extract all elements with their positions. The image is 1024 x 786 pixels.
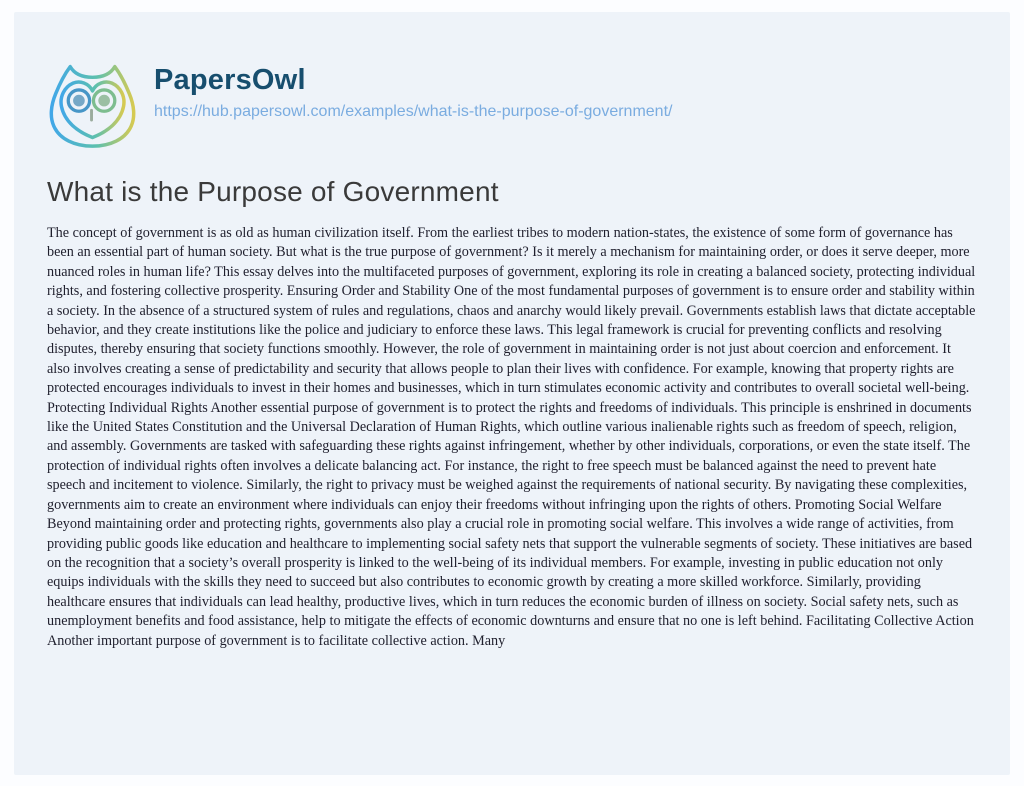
owl-icon [44, 55, 141, 152]
source-url-link[interactable]: https://hub.papersowl.com/examples/what-is-the-purpose-of-government/ [154, 103, 673, 120]
papersowl-logo [44, 55, 141, 152]
page-title: What is the Purpose of Government [47, 176, 499, 207]
document-header [14, 12, 1010, 152]
brand-name: PapersOwl [154, 64, 306, 96]
header-text-block [154, 55, 672, 122]
essay-body-text: The concept of government is as old as human civilization itself. From the earliest tribes to modern nation-states, the existence of some form of governance has been an essential part of human society. But what is the true purpose of government? Is it merely a mechanism for maintaining order, or does it serve deeper, more nuanced roles in human life? This essay delves into the multifaceted purposes of government, exploring its role in creating a balanced society, protecting individual rights, and fostering collective prosperity. Ensuring Order and Stability One of the most fundamental purposes of government is to ensure order and stability within a society. In the absence of a structured system of rules and regulations, chaos and anarchy would likely prevail. Governments establish laws that dictate acceptable behavior, and they create institutions like the police and judiciary to enforce these laws. This legal framework is crucial for preventing conflicts and resolving disputes, thereby ensuring that society functions smoothly. However, the role of government in maintaining order is not just about coercion and enforcement. It also involves creating a sense of predictability and security that allows people to plan their lives with confidence. For example, knowing that property rights are protected encourages individuals to invest in their homes and businesses, which in turn stimulates economic activity and contributes to overall societal well-being. Protecting Individual Rights Another essential purpose of government is to protect the rights and freedoms of individuals. This principle is enshrined in documents like the United States Constitution and the Universal Declaration of Human Rights, which outline various inalienable rights such as freedom of speech, religion, and assembly. Governments are tasked with safeguarding these rights against infringement, whether by other individuals, corporations, or even the state itself. The protection of individual rights often involves a delicate balancing act. For instance, the right to free speech must be balanced against the need to prevent hate speech and incitement to violence. Similarly, the right to privacy must be weighed against the requirements of national security. By navigating these complexities, governments aim to create an environment where individuals can enjoy their freedoms without infringing upon the rights of others. Promoting Social Welfare Beyond maintaining order and protecting rights, governments also play a crucial role in promoting social welfare. This involves a wide range of activities, from providing public goods like education and healthcare to implementing social safety nets that support the vulnerable segments of society. These initiatives are based on the recognition that a society’s overall prosperity is linked to the well-being of its individual members. For example, investing in public education not only equips individuals with the skills they need to succeed but also contributes to economic growth by creating a more skilled workforce. Similarly, providing healthcare ensures that individuals can lead healthy, productive lives, which in turn reduces the economic burden of illness on society. Social safety nets, such as unemployment benefits and food assistance, help to mitigate the effects of economic downturns and ensure that no one is left behind. Facilitating Collective Action Another important purpose of government is to facilitate collective action. Many [47, 225, 976, 649]
document-panel [14, 12, 1010, 775]
